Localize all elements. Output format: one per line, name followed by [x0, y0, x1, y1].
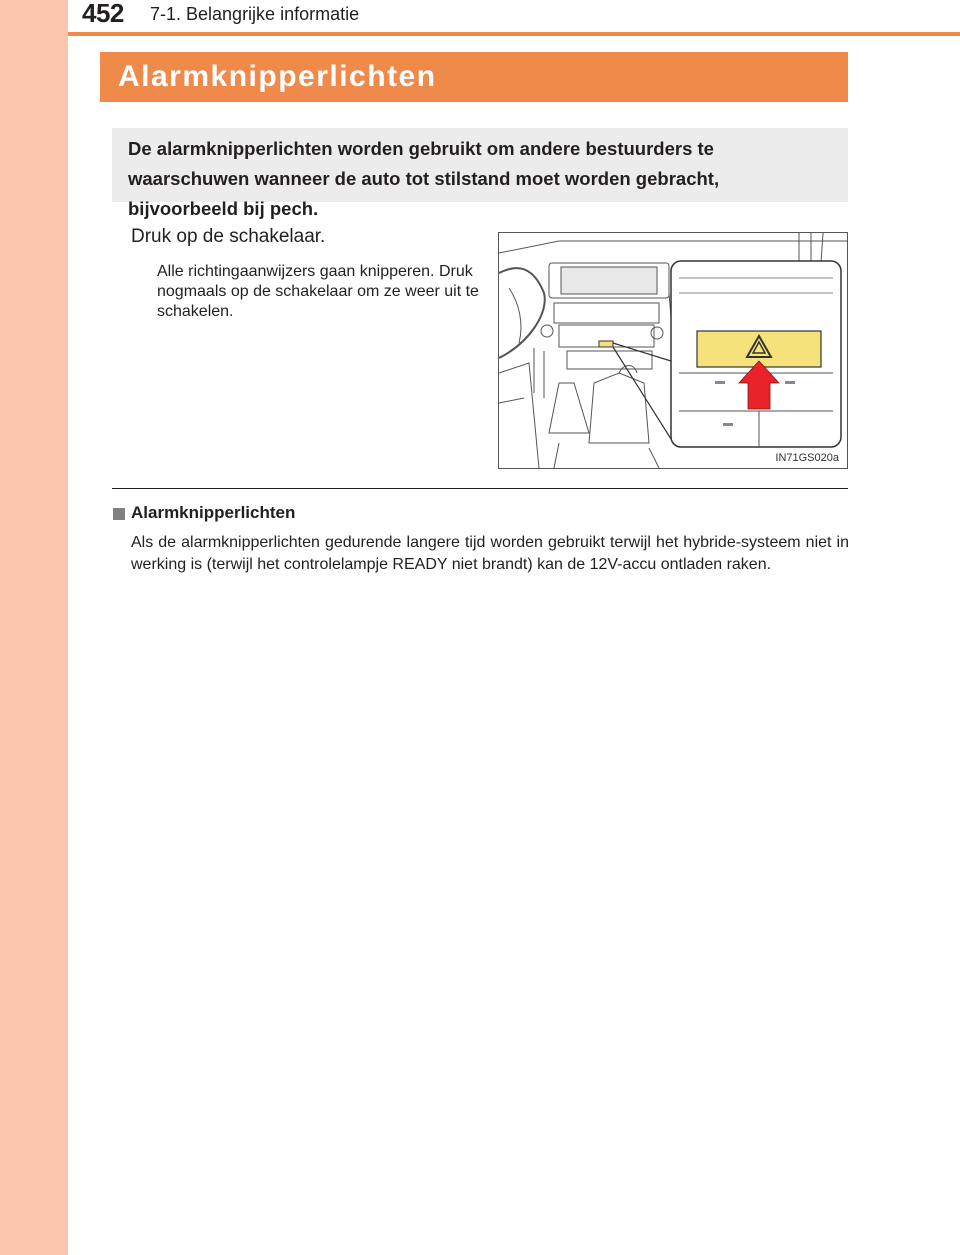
- square-bullet-icon: [113, 508, 125, 520]
- chapter-title: 7-1. Belangrijke informatie: [150, 4, 360, 24]
- note-body: Als de alarmknipperlichten gedurende langere tijd worden gebruikt terwijl het hybride-systeem niet in werking is (terwijl het controlelampje READY niet brandt) kan de 12V-accu ontladen raken.: [131, 534, 849, 573]
- section-divider: [112, 488, 848, 489]
- page-number: 452: [82, 0, 124, 28]
- step-instruction: Druk op de schakelaar.: [131, 226, 326, 247]
- side-margin-strip: [0, 0, 68, 1255]
- intro-box: De alarmknipperlichten worden gebruikt om andere bestuurders te waarschuwen wanneer de auto tot stilstand moet worden gebracht, bijvoorbeeld bij pech.: [112, 128, 848, 202]
- dashboard-illustration: [498, 232, 848, 469]
- figure-code: IN71GS020a: [775, 452, 839, 464]
- step-detail: Alle richtingaanwijzers gaan knipperen. Druk nogmaals op de schakelaar om ze weer uit te schakelen.: [157, 263, 479, 320]
- dashboard-drawing: [499, 233, 847, 468]
- note-heading: Alarmknipperlichten: [131, 503, 296, 522]
- section-title: Alarmknipperlichten: [100, 52, 848, 102]
- header-rule: [68, 32, 960, 36]
